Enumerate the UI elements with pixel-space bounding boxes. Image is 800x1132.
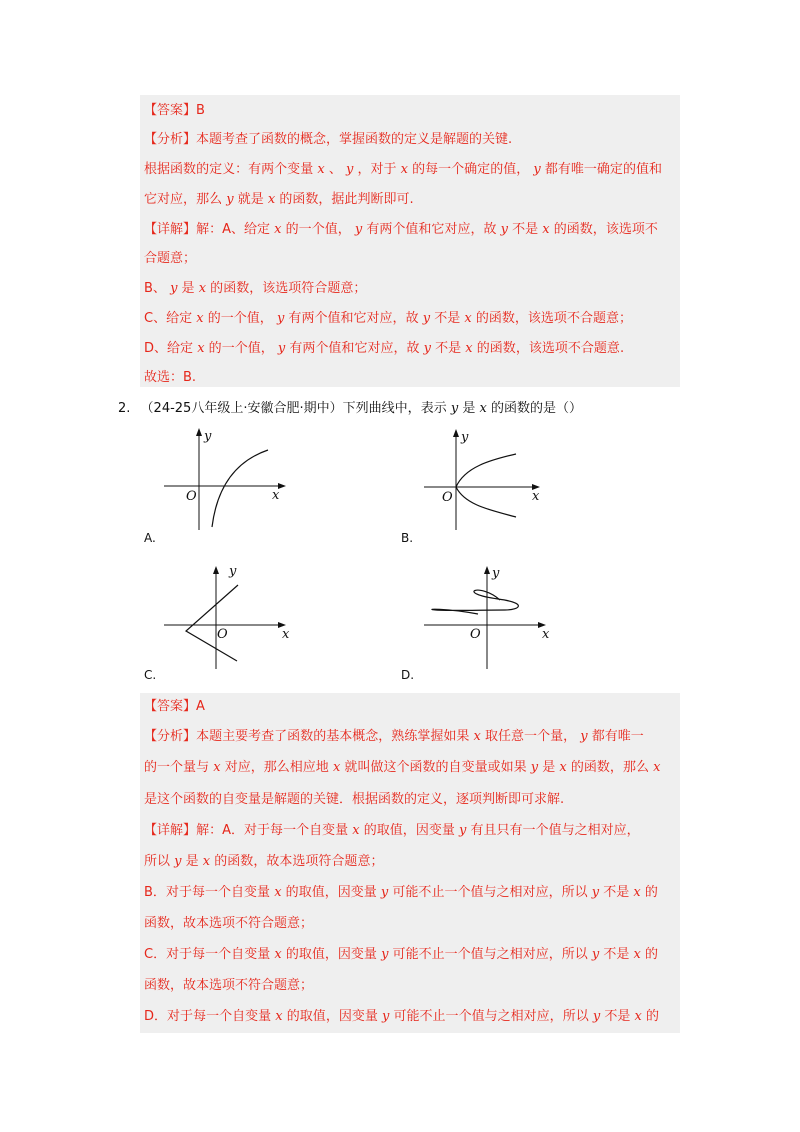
axis-x-label: x <box>542 627 550 642</box>
axis-y-label: y <box>461 430 469 445</box>
detail-1-line-2: 合题意； <box>144 251 197 266</box>
analysis-1-line-2: 根据函数的定义：有两个变量 x 、 y ，对于 x 的每一个确定的值， y 都有唯一确定的值和 <box>144 162 662 177</box>
graph-c <box>160 562 300 672</box>
origin-label: O <box>217 627 228 642</box>
question-number: 2. <box>118 401 131 416</box>
graph-d <box>420 562 560 672</box>
analysis-1-line-3: 它对应，那么 y 就是 x 的函数，据此判断即可. <box>144 192 414 207</box>
analysis-1-line-1: 【分析】本题考查了函数的概念，掌握函数的定义是解题的关键. <box>144 132 513 147</box>
axis-x-label: x <box>282 627 290 642</box>
graph-a <box>160 425 300 535</box>
detail-2-line-2: 所以 y 是 x 的函数，故本选项符合题意； <box>144 854 384 869</box>
axis-y-label: y <box>492 566 500 581</box>
question-2 <box>118 397 582 416</box>
detail-2-line-6: 函数，故本选项不符合题意； <box>144 978 314 993</box>
question-source: （24-25八年级上·安徽合肥·期中） <box>140 401 343 416</box>
axis-y-label: y <box>204 429 212 444</box>
graph-b <box>420 425 560 535</box>
detail-2-line-4: 函数，故本选项不符合题意； <box>144 916 314 931</box>
detail-2-line-1: 【详解】解：A．对于每一个自变量 x 的取值，因变量 y 有且只有一个值与之相对应， <box>144 823 640 838</box>
origin-label: O <box>186 489 197 504</box>
detail-2-line-7: D．对于每一个自变量 x 的取值，因变量 y 可能不止一个值与之相对应，所以 y 不是 x 的 <box>144 1009 659 1024</box>
axis-y-label: y <box>229 564 237 579</box>
question-stem: 下列曲线中，表示 y 是 x 的函数的是（） <box>342 401 583 416</box>
answer-label-2: 【答案】A <box>144 699 205 714</box>
analysis-2-line-3: 是这个函数的自变量是解题的关键．根据函数的定义，逐项判断即可求解. <box>144 792 565 807</box>
option-d-label: D. <box>401 668 415 682</box>
analysis-2-line-2: 的一个量与 x 对应，那么相应地 x 就叫做这个函数的自变量或如果 y 是 x 的函数，那么 x <box>144 760 661 775</box>
origin-label: O <box>442 490 453 505</box>
answer-label-1: 【答案】B <box>144 103 205 118</box>
detail-1-line-4: C、给定 x 的一个值， y 有两个值和它对应，故 y 不是 x 的函数，该选项不合题意； <box>144 311 633 326</box>
axis-x-label: x <box>272 488 280 503</box>
analysis-2-line-1: 【分析】本题主要考查了函数的基本概念，熟练掌握如果 x 取任意一个量， y 都有唯一 <box>144 729 644 744</box>
detail-1-line-1: 【详解】解：A、给定 x 的一个值， y 有两个值和它对应，故 y 不是 x 的函数，该选项不 <box>144 222 658 237</box>
origin-label: O <box>470 627 481 642</box>
detail-1-line-3: B、 y 是 x 的函数，该选项符合题意； <box>144 281 367 296</box>
conclusion-1: 故选：B. <box>144 370 197 385</box>
detail-2-line-3: B．对于每一个自变量 x 的取值，因变量 y 可能不止一个值与之相对应，所以 y 不是 x 的 <box>144 885 658 900</box>
detail-1-line-5: D、给定 x 的一个值， y 有两个值和它对应，故 y 不是 x 的函数，该选项不合题意. <box>144 341 625 356</box>
detail-2-line-5: C．对于每一个自变量 x 的取值，因变量 y 可能不止一个值与之相对应，所以 y 不是 x 的 <box>144 947 659 962</box>
option-b-label: B. <box>401 531 414 545</box>
axis-x-label: x <box>532 489 540 504</box>
option-a-label: A. <box>144 531 156 545</box>
option-c-label: C. <box>144 668 157 682</box>
